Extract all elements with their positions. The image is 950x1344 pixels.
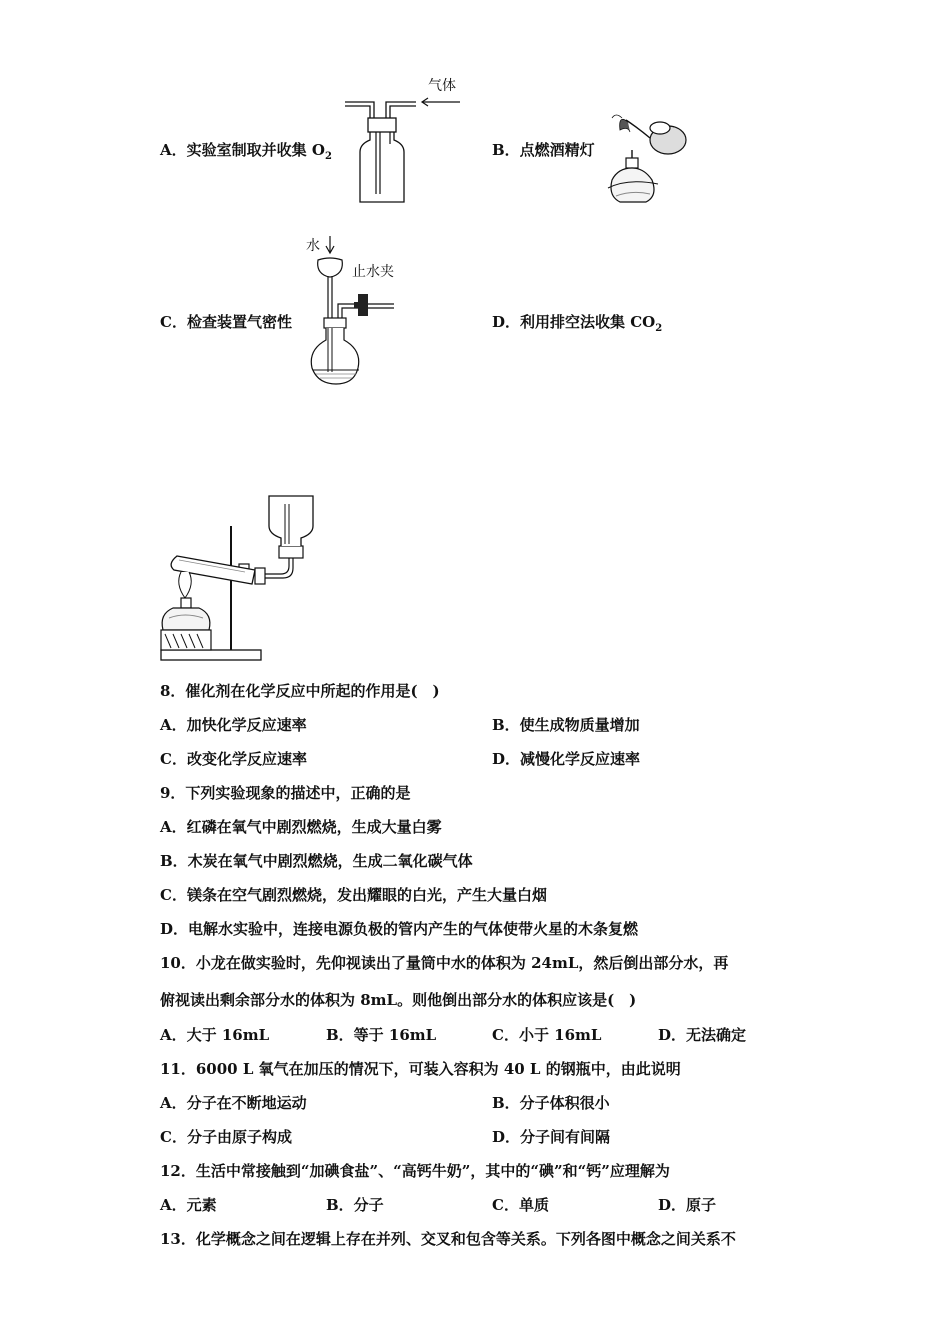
q7-option-a: A．实验室制取并收集 $O_2$	[160, 141, 332, 162]
q9-stem: 9．下列实验现象的描述中，正确的是	[160, 784, 411, 802]
alcohol-lamp-figure	[598, 110, 698, 212]
q10-option-d: D．无法确定	[658, 1026, 747, 1044]
q12-option-d: D．原子	[658, 1196, 717, 1214]
q10-stem-line2: 俯视读出剩余部分水的体积为 8mL。则他倒出部分水的体积应该是( )	[160, 991, 637, 1009]
q8-stem: 8．催化剂在化学反应中所起的作用是( )	[160, 682, 440, 700]
q11-option-a: A．分子在不断地运动	[160, 1094, 307, 1112]
q8-option-d: D．减慢化学反应速率	[492, 750, 641, 768]
q12-option-b: B．分子	[326, 1196, 384, 1214]
q8-option-b: B．使生成物质量增加	[492, 716, 640, 734]
q10-option-a: A．大于 16mL	[160, 1026, 270, 1044]
q12-option-a: A．元素	[160, 1196, 217, 1214]
q10-stem-line1: 10．小龙在做实验时，先仰视读出了量筒中水的体积为 24mL，然后倒出部分水，再	[160, 954, 729, 972]
q7-option-d: D．利用排空法收集 $CO_2$	[492, 313, 663, 334]
q8-option-c: C．改变化学反应速率	[160, 750, 307, 768]
q7-option-c: C．检查装置气密性	[160, 313, 292, 331]
q9-option-c: C．镁条在空气剧烈燃烧，发出耀眼的白光，产生大量白烟	[160, 886, 547, 904]
heating-apparatus-figure	[155, 490, 320, 665]
q9-option-b: B．木炭在氧气中剧烈燃烧，生成二氧化碳气体	[160, 852, 473, 870]
q7-option-b: B．点燃酒精灯	[492, 141, 595, 159]
q8-option-a: A．加快化学反应速率	[160, 716, 307, 734]
q12-stem: 12．生活中常接触到“加碘食盐”、“高钙牛奶”，其中的“碘”和“钙”应理解为	[160, 1162, 670, 1180]
gas-bottle-figure	[340, 72, 480, 208]
q13-stem: 13．化学概念之间在逻辑上存在并列、交叉和包含等关系。下列各图中概念之间关系不	[160, 1230, 736, 1248]
q10-option-b: B．等于 16mL	[326, 1026, 437, 1044]
q9-option-a: A．红磷在氧气中剧烈燃烧，生成大量白雾	[160, 818, 442, 836]
q9-option-d: D．电解水实验中，连接电源负极的管内产生的气体使带火星的木条复燃	[160, 920, 639, 938]
water-label: 水	[306, 238, 320, 254]
q11-option-b: B．分子体积很小	[492, 1094, 610, 1112]
airtightness-figure	[300, 232, 410, 392]
gas-label: 气体	[428, 78, 456, 94]
q11-option-c: C．分子由原子构成	[160, 1128, 292, 1146]
clamp-label: 止水夹	[352, 264, 394, 280]
q11-option-d: D．分子间有间隔	[492, 1128, 611, 1146]
q11-stem: 11．6000 L 氧气在加压的情况下，可装入容积为 40 L 的钢瓶中，由此说明	[160, 1060, 681, 1078]
q10-option-c: C．小于 16mL	[492, 1026, 602, 1044]
q12-option-c: C．单质	[492, 1196, 549, 1214]
